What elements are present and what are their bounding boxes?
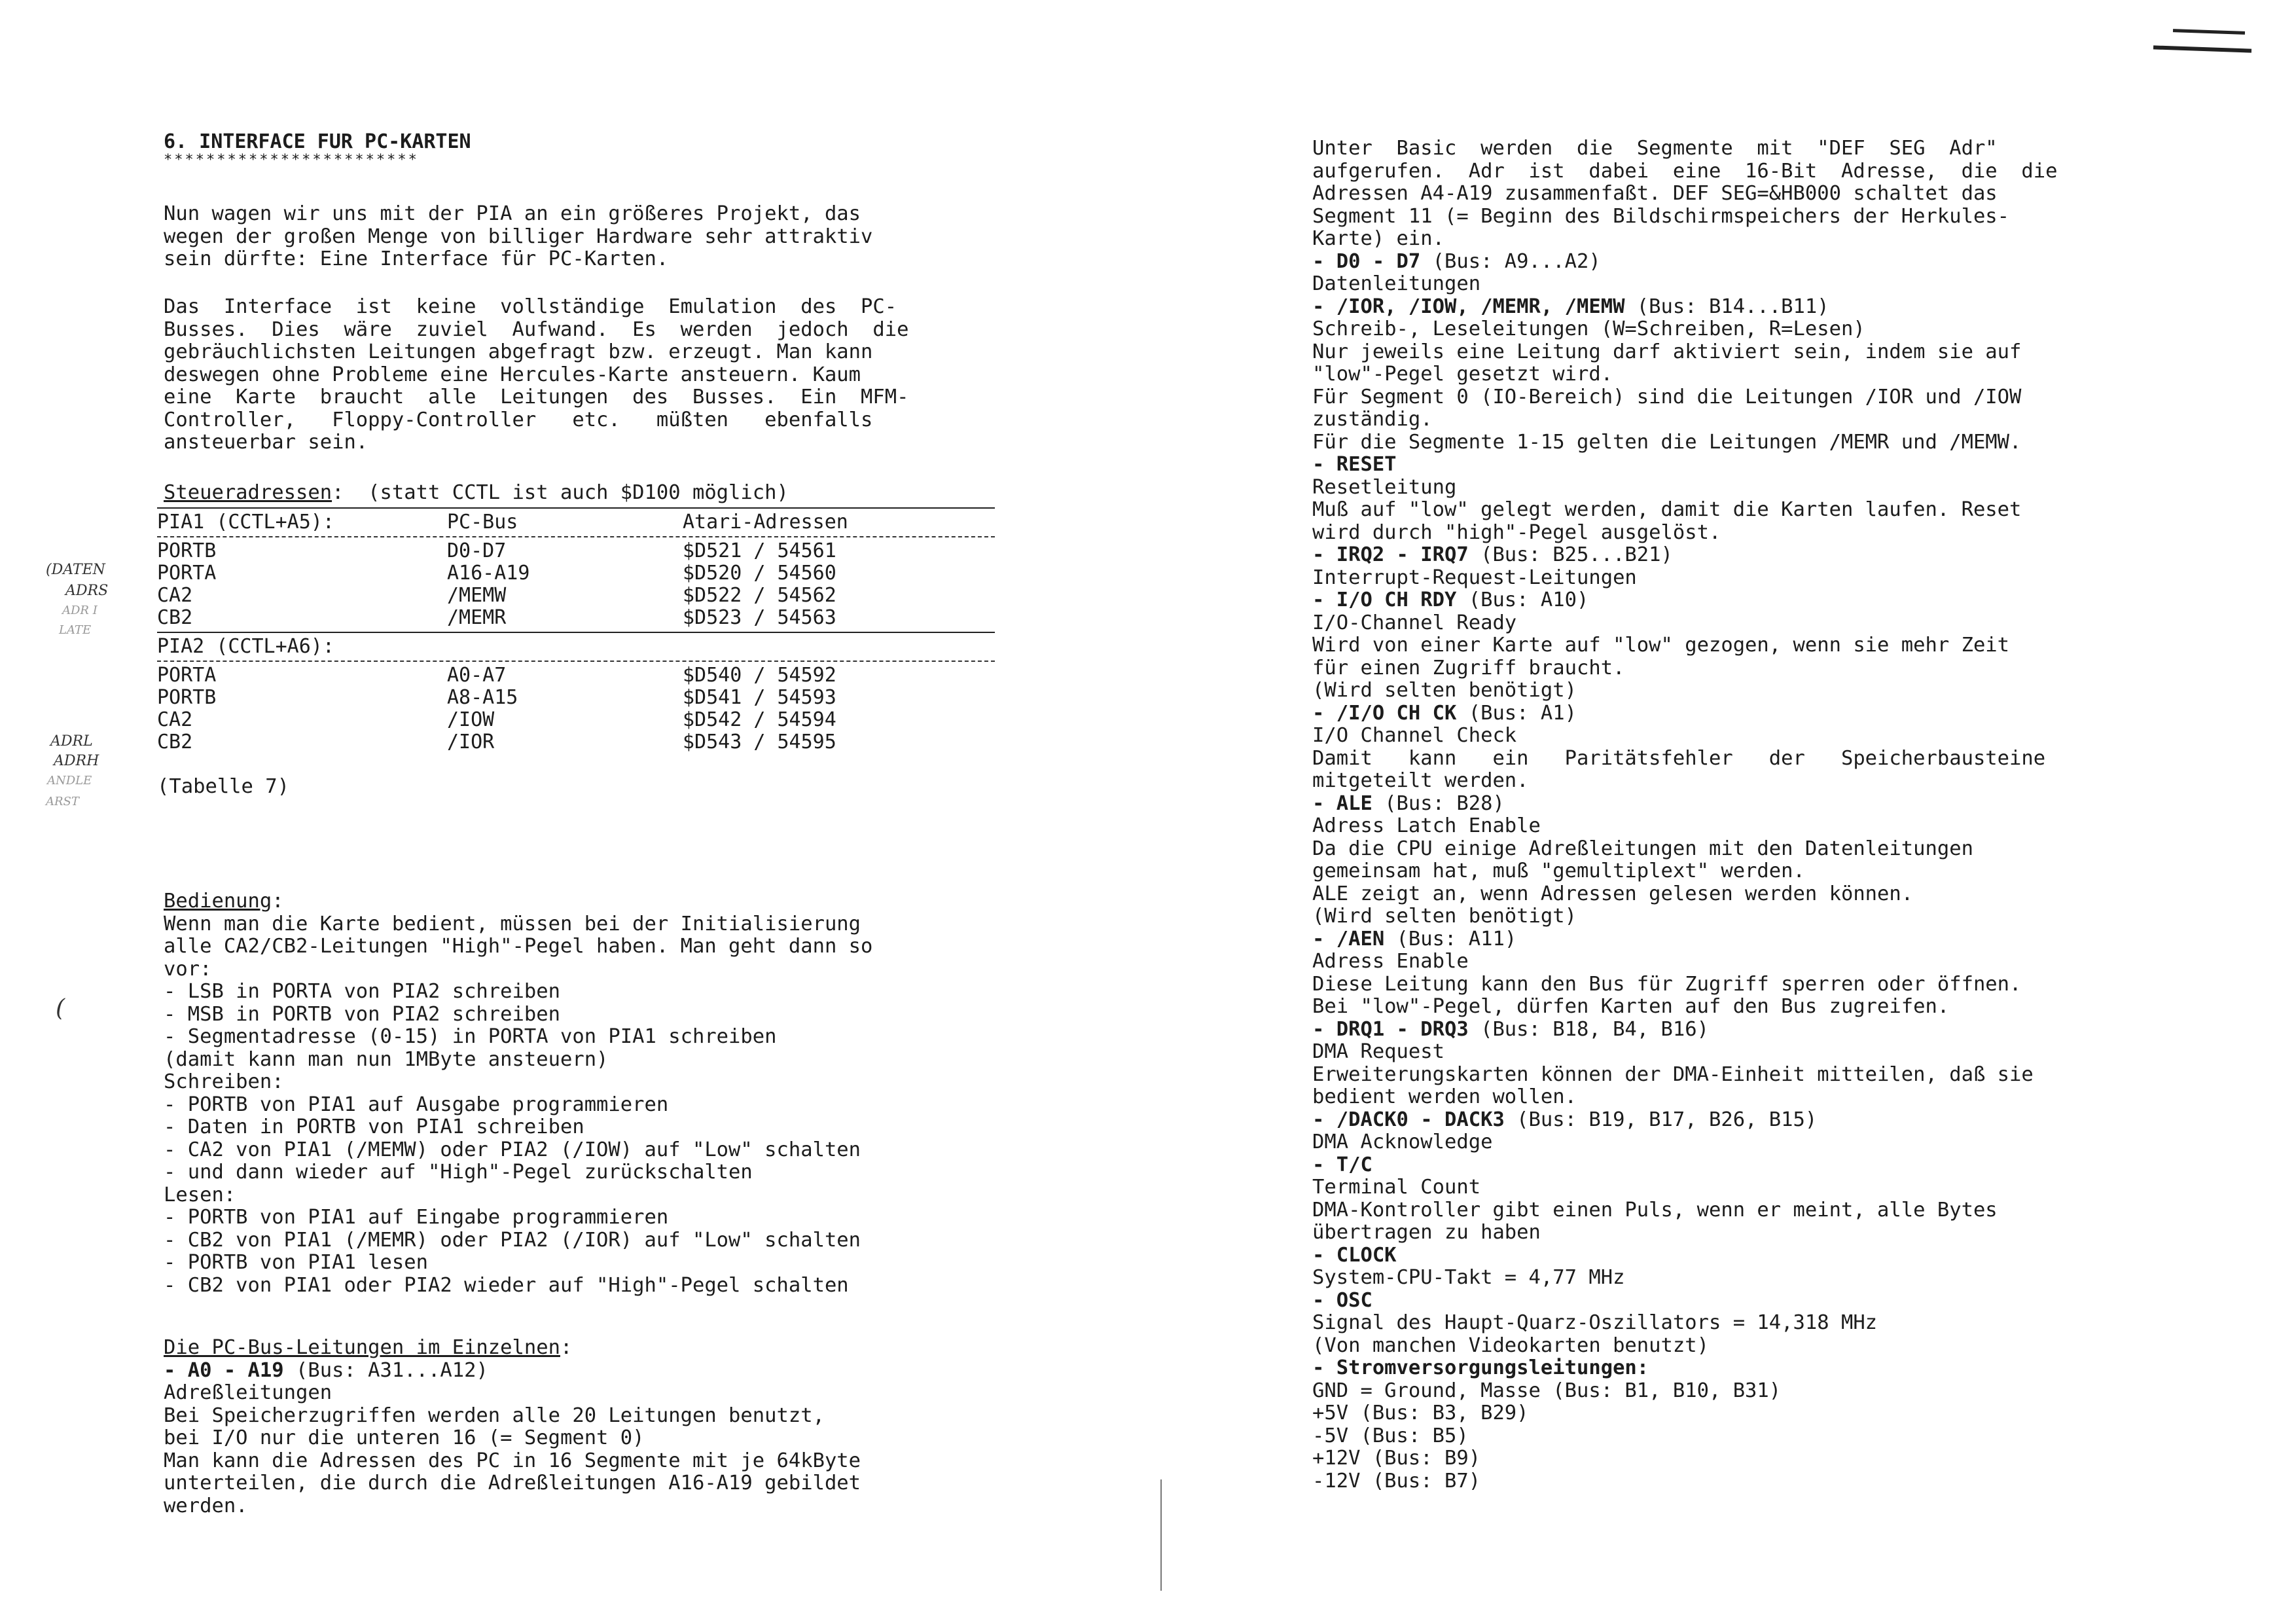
text-line: mitgeteilt werden. [1312, 769, 1529, 792]
header-cell: Atari-Adressen [683, 510, 848, 534]
cell: $D523 / 54563 [683, 606, 836, 629]
text-line: Wenn man die Karte bedient, müssen bei der Initialisierung [164, 912, 861, 935]
text-line: deswegen ohne Probleme eine Hercules-Karte ansteuern. Kaum [164, 363, 861, 386]
text-line: Wird von einer Karte auf "low" gezogen, wenn sie mehr Zeit [1312, 634, 2010, 657]
signal-name: - /IOR, /IOW, /MEMR, /MEMW [1312, 295, 1625, 318]
table-row [157, 709, 1008, 731]
signal-pins: (Bus: A31...A12) [283, 1358, 488, 1382]
table-row [157, 540, 1008, 562]
table-row [157, 562, 1008, 585]
signal-pins: (Bus: B14...B11) [1624, 295, 1829, 318]
text-line: DMA Request [1312, 1040, 1444, 1063]
bus-item-head [1312, 702, 2163, 725]
subheading-label: Bedienung [164, 890, 272, 913]
subheading-colon: : [272, 890, 284, 913]
signal-name: - Stromversorgungsleitungen: [1312, 1356, 1649, 1379]
cell: D0-D7 [447, 539, 507, 562]
text-line: - PORTB von PIA1 lesen [164, 1251, 428, 1274]
text-line: - MSB in PORTB von PIA2 schreiben [164, 1002, 560, 1026]
handwritten-note: ( [56, 995, 65, 1022]
text-line: Adress Enable [1312, 950, 1469, 973]
signal-name: - T/C [1312, 1153, 1372, 1176]
title-stars: ************************ [164, 152, 419, 168]
signal-name: - /AEN [1312, 927, 1385, 951]
signal-name: - I/O CH RDY [1312, 589, 1457, 611]
cell: CA2 [157, 708, 193, 731]
signal-name: - DRQ1 - DRQ3 [1312, 1017, 1469, 1041]
cell: /MEMR [447, 606, 507, 629]
handwritten-note: ADR I [62, 604, 98, 617]
center-fold-mark [1160, 1479, 1162, 1591]
cell: CB2 [157, 606, 193, 629]
cell: $D521 / 54561 [683, 539, 836, 562]
text-line: Das Interface ist keine vollständige Emulation des PC- [164, 295, 897, 318]
handwritten-note: ADRS [65, 583, 109, 599]
text-line: Nun wagen wir uns mit der PIA an ein größeres Projekt, das [164, 202, 861, 225]
text-line: Controller, Floppy-Controller etc. müßten ebenfalls [164, 408, 873, 431]
signal-name: - /DACK0 - DACK3 [1312, 1108, 1505, 1131]
text-line: bedient werden wollen. [1312, 1085, 1577, 1108]
bus-item-head [1312, 1019, 2163, 1042]
text-line: Lesen: [164, 1183, 236, 1206]
bus-item-head [1312, 251, 2163, 274]
text-line: Karte) ein. [1312, 227, 1444, 250]
text-line: wegen der großen Menge von billiger Hardware sehr attraktiv [164, 225, 873, 248]
text-line: Schreiben: [164, 1070, 284, 1093]
text-line: Terminal Count [1312, 1176, 1481, 1199]
text-line: - Segmentadresse (0-15) in PORTA von PIA1 schreiben [164, 1025, 777, 1048]
handwritten-note: LATE [59, 623, 92, 637]
header-cell: PC-Bus [447, 510, 518, 534]
bus-item-head [1312, 589, 2163, 612]
text-line: aufgerufen. Adr ist dabei eine 16-Bit Adresse, die die [1312, 159, 2058, 183]
rule [157, 632, 995, 633]
cell: A16-A19 [447, 561, 530, 585]
cell: PORTA [157, 561, 217, 585]
text-line: bei I/O nur die unteren 16 (= Segment 0) [164, 1426, 645, 1449]
text-line: - PORTB von PIA1 auf Eingabe programmieren [164, 1206, 669, 1229]
table-row [157, 664, 1008, 687]
text-line: -12V (Bus: B7) [1312, 1469, 1481, 1493]
cell: /IOR [447, 730, 495, 753]
table-caption: (Tabelle 7) [157, 774, 289, 798]
text-line: DMA Acknowledge [1312, 1131, 1493, 1153]
bus-item-head [1312, 454, 2163, 477]
cell: $D542 / 54594 [683, 708, 836, 731]
table-row [157, 731, 1008, 753]
bus-item-head [1312, 1357, 2163, 1380]
text-line: - CB2 von PIA1 (/MEMR) oder PIA2 (/IOR) auf "Low" schalten [164, 1228, 861, 1252]
text-line: Diese Leitung kann den Bus für Zugriff sperren oder öffnen. [1312, 972, 2022, 996]
cell: CB2 [157, 730, 193, 753]
rule [157, 661, 995, 662]
text-line: Man kann die Adressen des PC in 16 Segmente mit je 64kByte [164, 1449, 861, 1472]
signal-pins: (Bus: A1) [1456, 701, 1577, 725]
text-line: sein dürfte: Eine Interface für PC-Karten. [164, 247, 669, 270]
text-line: Datenleitungen [1312, 272, 1481, 295]
text-line: Unter Basic werden die Segmente mit "DEF SEG Adr" [1312, 137, 1998, 160]
corner-mark [2173, 29, 2245, 35]
signal-pins: (Bus: A9...A2) [1420, 249, 1601, 273]
address-table [157, 482, 1008, 798]
text-line: Damit kann ein Paritätsfehler der Speicherbausteine [1312, 746, 2046, 770]
text-line: GND = Ground, Masse (Bus: B1, B10, B31) [1312, 1379, 1782, 1402]
text-line: Für die Segmente 1-15 gelten die Leitungen /MEMR und /MEMW. [1312, 430, 2022, 454]
cell: $D540 / 54592 [683, 663, 836, 687]
bus-item-head [1312, 296, 2163, 319]
bus-item-head [1312, 544, 2163, 567]
cell: /MEMW [447, 583, 507, 607]
text-line: (Wird selten benötigt) [1312, 905, 1577, 928]
handwritten-note: ARST [46, 795, 79, 808]
table-row [157, 585, 1008, 607]
signal-pins: (Bus: B19, B17, B26, B15) [1504, 1108, 1818, 1131]
text-line: I/O-Channel Ready [1312, 611, 1517, 634]
subheading [164, 1337, 1021, 1360]
text-line: - LSB in PORTA von PIA2 schreiben [164, 980, 560, 1003]
text-line: alle CA2/CB2-Leitungen "High"-Pegel haben. Man geht dann so [164, 935, 873, 958]
text-line: Schreib-, Leseleitungen (W=Schreiben, R=Lesen) [1312, 317, 1865, 340]
bus-item-head [1312, 793, 2163, 816]
signal-name: - IRQ2 - IRQ7 [1312, 543, 1469, 566]
text-line: gemeinsam hat, muß "gemultiplext" werden. [1312, 860, 1805, 882]
cell: A0-A7 [447, 663, 507, 687]
table-heading-label: Steueradressen [164, 481, 332, 504]
bus-paragraph [164, 296, 1008, 454]
text-line: Bei Speicherzugriffen werden alle 20 Leitungen benutzt, [164, 1404, 825, 1427]
cell: $D522 / 54562 [683, 583, 836, 607]
cell: PORTB [157, 539, 217, 562]
text-line: übertragen zu haben [1312, 1221, 1541, 1244]
cell: /IOW [447, 708, 495, 731]
text-line: Adressen A4-A19 zusammenfaßt. DEF SEG=&HB000 schaltet das [1312, 182, 1998, 205]
text-line: - und dann wieder auf "High"-Pegel zurückschalten [164, 1161, 753, 1184]
header-cell: PIA2 (CCTL+A6): [157, 634, 334, 658]
text-line: wird durch "high"-Pegel ausgelöst. [1312, 520, 1721, 544]
cell: CA2 [157, 583, 193, 607]
signal-name: - RESET [1312, 453, 1397, 476]
text-line: Da die CPU einige Adreßleitungen mit den Datenleitungen [1312, 837, 1973, 860]
text-line: (Von manchen Videokarten benutzt) [1312, 1333, 1709, 1357]
text-line: +5V (Bus: B3, B29) [1312, 1402, 1529, 1424]
bus-item-head [1312, 1244, 2163, 1267]
text-line: unterteilen, die durch die Adreßleitungen A16-A19 gebildet [164, 1472, 861, 1495]
text-line: Signal des Haupt-Quarz-Oszillators = 14,318 MHz [1312, 1311, 1878, 1334]
table-subheader-row [157, 636, 1008, 658]
header-cell: PIA1 (CCTL+A5): [157, 510, 334, 534]
text-line: Adreßleitungen [164, 1381, 332, 1404]
signal-name: - CLOCK [1312, 1243, 1397, 1267]
table-heading [164, 482, 1008, 505]
text-line: ALE zeigt an, wenn Adressen gelesen werden können. [1312, 882, 1914, 905]
subheading-label: Die PC-Bus-Leitungen im Einzelnen [164, 1336, 560, 1359]
subheading-colon: : [560, 1336, 573, 1359]
corner-mark [2153, 45, 2251, 52]
text-line: Bei "low"-Pegel, dürfen Karten auf den Bus zugreifen. [1312, 995, 1950, 1018]
table-row [157, 687, 1008, 709]
table-heading-note: : (statt CCTL ist auch $D100 möglich) [332, 481, 789, 504]
text-line: Erweiterungskarten können der DMA-Einheit mitteilen, daß sie [1312, 1062, 2034, 1086]
text-line: +12V (Bus: B9) [1312, 1447, 1481, 1470]
text-line: werden. [164, 1494, 248, 1517]
intro-paragraph [164, 203, 1008, 271]
bus-item-head [1312, 1154, 2163, 1177]
handwritten-note: ADRH [54, 753, 99, 769]
text-line: - PORTB von PIA1 auf Ausgabe programmieren [164, 1093, 669, 1116]
signal-name: - OSC [1312, 1288, 1372, 1312]
text-line: eine Karte braucht alle Leitungen des Busses. Ein MFM- [164, 386, 909, 408]
bus-item-head [1312, 1290, 2163, 1313]
text-line: I/O Channel Check [1312, 724, 1517, 747]
text-line: Nur jeweils eine Leitung darf aktiviert sein, indem sie auf [1312, 340, 2022, 363]
text-line: - Daten in PORTB von PIA1 schreiben [164, 1115, 584, 1138]
bus-item-head [164, 1360, 1021, 1383]
bus-item-head [1312, 928, 2163, 951]
table-header-row [157, 511, 1008, 534]
text-line: DMA-Kontroller gibt einen Puls, wenn er meint, alle Bytes [1312, 1198, 1998, 1222]
text-line: für einen Zugriff braucht. [1312, 656, 1625, 680]
signal-pins: (Bus: A10) [1456, 589, 1589, 611]
signal-pins: (Bus: B28) [1372, 791, 1505, 815]
signal-pins: (Bus: B25...B21) [1468, 543, 1673, 566]
text-line: - CA2 von PIA1 (/MEMW) oder PIA2 (/IOW) auf "Low" schalten [164, 1138, 861, 1161]
text-line: ansteuerbar sein. [164, 431, 368, 454]
text-line: Für Segment 0 (IO-Bereich) sind die Leitungen /IOR und /IOW [1312, 385, 2022, 408]
bus-item-head [1312, 1109, 2163, 1132]
text-line: gebräuchlichsten Leitungen abgefragt bzw. erzeugt. Man kann [164, 340, 873, 363]
text-line: zuständig. [1312, 408, 1433, 431]
signal-name: - D0 - D7 [1312, 249, 1421, 273]
text-line: (Wird selten benötigt) [1312, 679, 1577, 702]
subheading [164, 890, 1021, 913]
text-line: vor: [164, 957, 212, 981]
bedienung-section [164, 890, 1021, 1297]
signal-name: - A0 - A19 [164, 1358, 284, 1382]
section-title: 6. INTERFACE FUR PC-KARTEN [164, 130, 471, 153]
cell: PORTB [157, 685, 217, 709]
text-line: -5V (Bus: B5) [1312, 1424, 1469, 1447]
right-column [1312, 137, 2163, 1493]
text-line: Muß auf "low" gelegt werden, damit die Karten laufen. Reset [1312, 498, 2022, 521]
handwritten-note: ANDLE [47, 774, 92, 788]
cell: PORTA [157, 663, 217, 687]
signal-name: - /I/O CH CK [1312, 701, 1457, 725]
bus-lines-section [164, 1337, 1021, 1517]
text-line: Resetleitung [1312, 475, 1457, 499]
cell: $D541 / 54593 [683, 685, 836, 709]
handwritten-note: (DATEN [46, 562, 105, 578]
text-line: System-CPU-Takt = 4,77 MHz [1312, 1266, 1625, 1289]
cell: $D543 / 54595 [683, 730, 836, 753]
text-line: Adress Latch Enable [1312, 814, 1541, 837]
text-line: Busses. Dies wäre zuviel Aufwand. Es werden jedoch die [164, 317, 909, 341]
rule [157, 507, 995, 509]
text-line: "low"-Pegel gesetzt wird. [1312, 363, 1613, 386]
signal-name: - ALE [1312, 791, 1372, 815]
text-line: Segment 11 (= Beginn des Bildschirmspeichers der Herkules- [1312, 204, 2010, 228]
cell: $D520 / 54560 [683, 561, 836, 585]
text-line: - CB2 von PIA1 oder PIA2 wieder auf "High"-Pegel schalten [164, 1273, 849, 1297]
table-row [157, 607, 1008, 629]
text-line: Interrupt-Request-Leitungen [1312, 566, 1637, 589]
signal-pins: (Bus: B18, B4, B16) [1468, 1017, 1709, 1041]
handwritten-note: ADRL [50, 733, 93, 750]
cell: A8-A15 [447, 685, 518, 709]
text-line: (damit kann man nun 1MByte ansteuern) [164, 1047, 609, 1071]
signal-pins: (Bus: A11) [1384, 927, 1517, 951]
rule [157, 536, 995, 537]
